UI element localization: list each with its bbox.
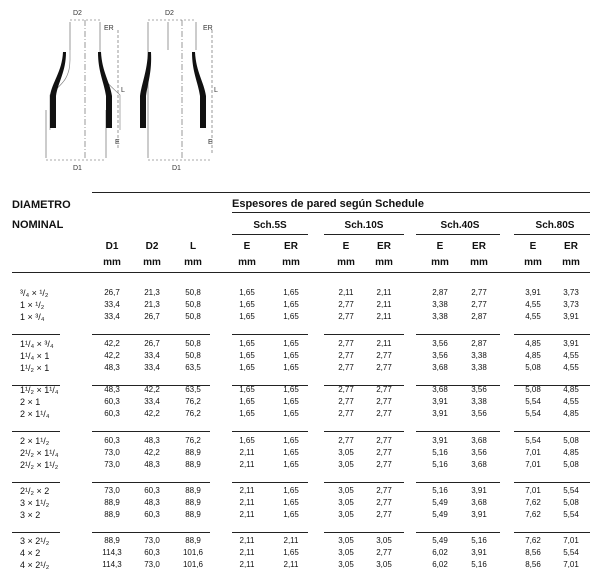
col-header-s80er: ER — [564, 241, 578, 252]
cell-sch40s-er: 2,87 — [471, 312, 487, 321]
cell-sch40s-er: 2,87 — [471, 339, 487, 348]
cell-d2: 73,0 — [144, 536, 160, 545]
row-nominal: ³/₄ × ¹/₂ — [20, 288, 49, 298]
label-er-right: ER — [203, 25, 213, 32]
cell-d1: 73,0 — [104, 486, 120, 495]
cell-sch40s-er: 5,16 — [471, 560, 487, 569]
cell-sch5s-e: 2,11 — [239, 536, 255, 545]
cell-d1: 33,4 — [104, 312, 120, 321]
group-divider — [324, 482, 404, 483]
col-unit-s80er: mm — [562, 257, 580, 268]
cell-sch5s-er: 1,65 — [283, 486, 299, 495]
cell-sch10s-er: 2,11 — [376, 288, 392, 297]
group-divider — [92, 334, 210, 335]
cell-d2: 42,2 — [144, 409, 160, 418]
cell-d1: 60,3 — [104, 397, 120, 406]
cell-sch80s-e: 8,56 — [525, 560, 541, 569]
col-header-s80e: E — [529, 241, 537, 252]
col-header-d1: D1 — [105, 241, 119, 252]
cell-sch5s-er: 2,11 — [283, 536, 299, 545]
cell-sch80s-er: 4,85 — [563, 409, 579, 418]
cell-l: 88,9 — [185, 448, 201, 457]
group-divider — [416, 334, 500, 335]
cell-sch10s-e: 2,77 — [338, 363, 354, 372]
cell-d1: 42,2 — [104, 339, 120, 348]
cell-sch5s-er: 1,65 — [283, 312, 299, 321]
cell-l: 88,9 — [185, 510, 201, 519]
group-divider — [324, 431, 404, 432]
cell-sch40s-e: 5,16 — [432, 448, 448, 457]
schedule-header-40s: Sch.40S — [440, 220, 480, 231]
row-nominal: 1¹/₄ × 1 — [20, 351, 50, 361]
cell-sch5s-er: 1,65 — [283, 397, 299, 406]
cell-sch10s-er: 2,77 — [376, 409, 392, 418]
group-divider — [324, 532, 404, 533]
cell-sch10s-e: 3,05 — [338, 460, 354, 469]
cell-sch80s-er: 3,73 — [563, 288, 579, 297]
cell-sch80s-e: 7,62 — [525, 498, 541, 507]
cell-sch80s-er: 5,08 — [563, 460, 579, 469]
col-header-s40e: E — [436, 241, 444, 252]
cell-sch10s-e: 3,05 — [338, 486, 354, 495]
cell-sch10s-er: 2,77 — [376, 486, 392, 495]
cell-sch5s-e: 1,65 — [239, 300, 255, 309]
cell-d2: 26,7 — [144, 312, 160, 321]
schedule-rule-80s — [514, 234, 590, 235]
cell-sch40s-e: 6,02 — [432, 560, 448, 569]
cell-sch10s-e: 2,77 — [338, 397, 354, 406]
cell-sch40s-e: 3,91 — [432, 409, 448, 418]
cell-d2: 33,4 — [144, 351, 160, 360]
cell-sch10s-er: 2,77 — [376, 498, 392, 507]
cell-sch10s-er: 2,77 — [376, 548, 392, 557]
cell-sch5s-e: 1,65 — [239, 339, 255, 348]
cell-d2: 21,3 — [144, 300, 160, 309]
cell-sch10s-er: 2,11 — [376, 300, 392, 309]
cell-sch40s-er: 3,38 — [471, 363, 487, 372]
cell-sch40s-e: 2,87 — [432, 288, 448, 297]
cell-sch80s-e: 5,54 — [525, 436, 541, 445]
cell-sch5s-e: 1,65 — [239, 312, 255, 321]
cell-d2: 33,4 — [144, 397, 160, 406]
group-divider — [92, 431, 210, 432]
group-divider — [12, 482, 60, 483]
col-header-d2: D2 — [145, 241, 159, 252]
row-nominal: 4 × 2¹/₂ — [20, 560, 50, 570]
cell-d2: 60,3 — [144, 510, 160, 519]
cell-d2: 42,2 — [144, 385, 160, 394]
group-divider — [514, 334, 590, 335]
cell-d1: 26,7 — [104, 288, 120, 297]
cell-sch80s-er: 5,54 — [563, 548, 579, 557]
cell-sch40s-e: 3,56 — [432, 351, 448, 360]
reducer-drawings — [0, 0, 600, 180]
cell-sch80s-er: 5,08 — [563, 436, 579, 445]
label-d2-left: D2 — [73, 10, 82, 17]
col-header-l: L — [189, 241, 197, 252]
label-d1-left: D1 — [73, 165, 82, 172]
group-divider — [416, 385, 500, 386]
cell-sch5s-er: 1,65 — [283, 448, 299, 457]
cell-d1: 88,9 — [104, 498, 120, 507]
group-divider — [12, 431, 60, 432]
schedule-title: Espesores de pared según Schedule — [232, 198, 424, 210]
cell-sch5s-er: 1,65 — [283, 409, 299, 418]
cell-sch10s-e: 2,11 — [338, 288, 354, 297]
schedule-rule-5s — [232, 234, 308, 235]
row-nominal: 4 × 2 — [20, 548, 41, 558]
cell-l: 50,8 — [185, 312, 201, 321]
cell-l: 76,2 — [185, 436, 201, 445]
row-nominal: 1¹/₂ × 1¹/₄ — [20, 385, 59, 395]
cell-sch40s-e: 5,49 — [432, 536, 448, 545]
cell-d1: 73,0 — [104, 448, 120, 457]
cell-sch40s-er: 3,68 — [471, 436, 487, 445]
cell-sch80s-e: 8,56 — [525, 548, 541, 557]
cell-d2: 48,3 — [144, 498, 160, 507]
cell-sch10s-e: 2,77 — [338, 436, 354, 445]
cell-l: 50,8 — [185, 288, 201, 297]
reducer-wall-left-1 — [50, 52, 66, 128]
cell-sch10s-er: 3,05 — [376, 560, 392, 569]
header-top-rule — [92, 192, 590, 193]
cell-sch80s-er: 4,85 — [563, 448, 579, 457]
cell-sch80s-e: 7,62 — [525, 536, 541, 545]
cell-sch80s-e: 7,62 — [525, 510, 541, 519]
cell-d1: 33,4 — [104, 300, 120, 309]
cell-sch40s-e: 5,49 — [432, 498, 448, 507]
col-unit-s10er: mm — [375, 257, 393, 268]
cell-sch5s-er: 1,65 — [283, 363, 299, 372]
cell-d1: 88,9 — [104, 536, 120, 545]
row-nominal: 1¹/₄ × ³/₄ — [20, 339, 54, 349]
cell-sch80s-e: 5,08 — [525, 363, 541, 372]
cell-sch5s-e: 1,65 — [239, 409, 255, 418]
cell-sch80s-e: 4,55 — [525, 312, 541, 321]
cell-l: 88,9 — [185, 498, 201, 507]
cell-sch40s-e: 6,02 — [432, 548, 448, 557]
cell-sch40s-e: 5,49 — [432, 510, 448, 519]
cell-sch5s-e: 1,65 — [239, 385, 255, 394]
cell-sch80s-er: 4,55 — [563, 397, 579, 406]
cell-sch5s-er: 2,11 — [283, 560, 299, 569]
cell-sch80s-e: 7,01 — [525, 448, 541, 457]
row-nominal: 3 × 2 — [20, 510, 41, 520]
cell-d1: 73,0 — [104, 460, 120, 469]
cell-sch10s-e: 2,77 — [338, 351, 354, 360]
col-header-s5e: E — [243, 241, 251, 252]
row-nominal: 2¹/₂ × 1¹/₄ — [20, 448, 59, 458]
cell-sch80s-e: 7,01 — [525, 460, 541, 469]
col-unit-s40er: mm — [470, 257, 488, 268]
cell-l: 88,9 — [185, 486, 201, 495]
cell-sch80s-e: 5,54 — [525, 397, 541, 406]
cell-d1: 48,3 — [104, 385, 120, 394]
cell-d1: 42,2 — [104, 351, 120, 360]
cell-l: 50,8 — [185, 300, 201, 309]
cell-sch80s-er: 3,73 — [563, 300, 579, 309]
cell-d2: 60,3 — [144, 548, 160, 557]
row-nominal: 2 × 1¹/₂ — [20, 436, 50, 446]
cell-sch40s-e: 3,68 — [432, 385, 448, 394]
cell-sch40s-e: 5,16 — [432, 486, 448, 495]
schedule-rule-10s — [324, 234, 404, 235]
row-nominal: 2¹/₂ × 1¹/₂ — [20, 460, 59, 470]
reducer-wall-right-2 — [192, 52, 206, 128]
group-divider — [416, 532, 500, 533]
cell-sch5s-e: 1,65 — [239, 351, 255, 360]
cell-sch80s-er: 5,54 — [563, 510, 579, 519]
cell-l: 101,6 — [182, 548, 204, 557]
cell-sch5s-er: 1,65 — [283, 510, 299, 519]
cell-sch10s-er: 3,05 — [376, 536, 392, 545]
cell-d1: 114,3 — [102, 560, 122, 569]
row-nominal: 1 × ³/₄ — [20, 312, 45, 322]
schedule-header-5s: Sch.5S — [253, 220, 287, 231]
cell-sch5s-er: 1,65 — [283, 548, 299, 557]
cell-d2: 21,3 — [144, 288, 160, 297]
row-nominal: 2 × 1 — [20, 397, 41, 407]
cell-sch10s-er: 2,77 — [376, 397, 392, 406]
nominal-label-2: NOMINAL — [12, 219, 64, 231]
cell-sch10s-e: 2,77 — [338, 339, 354, 348]
cell-sch10s-e: 2,77 — [338, 300, 354, 309]
label-er-left: ER — [104, 25, 114, 32]
group-divider — [416, 482, 500, 483]
cell-sch5s-e: 1,65 — [239, 397, 255, 406]
cell-sch5s-er: 1,65 — [283, 385, 299, 394]
group-divider — [416, 431, 500, 432]
label-l-right: L — [214, 87, 218, 94]
group-divider — [514, 532, 590, 533]
cell-sch5s-e: 2,11 — [239, 560, 255, 569]
cell-d2: 73,0 — [144, 560, 160, 569]
cell-d2: 42,2 — [144, 448, 160, 457]
cell-sch80s-e: 7,01 — [525, 486, 541, 495]
cell-sch40s-er: 3,68 — [471, 498, 487, 507]
cell-sch10s-er: 2,77 — [376, 351, 392, 360]
cell-d1: 114,3 — [102, 548, 122, 557]
cell-sch40s-er: 3,68 — [471, 460, 487, 469]
reducer-wall-left-2 — [98, 52, 112, 128]
col-unit-l: mm — [184, 257, 202, 268]
cell-sch5s-er: 1,65 — [283, 300, 299, 309]
cell-sch80s-e: 4,85 — [525, 339, 541, 348]
schedule-header-10s: Sch.10S — [344, 220, 384, 231]
cell-sch5s-e: 1,65 — [239, 288, 255, 297]
schedule-title-rule — [232, 212, 590, 213]
reducer-wall-right-1 — [140, 52, 151, 128]
cell-sch5s-e: 2,11 — [239, 460, 255, 469]
cell-d2: 48,3 — [144, 460, 160, 469]
label-d2-right: D2 — [165, 10, 174, 17]
col-unit-s5er: mm — [282, 257, 300, 268]
cell-sch10s-e: 3,05 — [338, 510, 354, 519]
cell-sch40s-er: 2,77 — [471, 288, 487, 297]
col-header-s40er: ER — [472, 241, 486, 252]
label-e-right: E — [208, 139, 213, 146]
group-divider — [232, 532, 308, 533]
cell-sch40s-er: 3,91 — [471, 548, 487, 557]
cell-sch80s-er: 7,01 — [563, 560, 579, 569]
cell-sch80s-er: 4,85 — [563, 385, 579, 394]
cell-d2: 48,3 — [144, 436, 160, 445]
cell-d2: 60,3 — [144, 486, 160, 495]
cell-sch5s-er: 1,65 — [283, 351, 299, 360]
cell-sch80s-e: 5,08 — [525, 385, 541, 394]
schedule-rule-40s — [416, 234, 500, 235]
cell-sch10s-er: 2,77 — [376, 448, 392, 457]
cell-sch40s-er: 2,77 — [471, 300, 487, 309]
cell-sch5s-e: 1,65 — [239, 363, 255, 372]
label-d1-right: D1 — [172, 165, 181, 172]
cell-sch5s-er: 1,65 — [283, 436, 299, 445]
group-divider — [12, 532, 60, 533]
cell-sch40s-e: 3,91 — [432, 436, 448, 445]
cell-sch80s-e: 5,54 — [525, 409, 541, 418]
cell-d2: 26,7 — [144, 339, 160, 348]
cell-sch10s-er: 2,11 — [376, 312, 392, 321]
row-nominal: 2 × 1¹/₄ — [20, 409, 50, 419]
row-nominal: 3 × 2¹/₂ — [20, 536, 50, 546]
row-nominal: 3 × 1¹/₂ — [20, 498, 50, 508]
col-unit-s10e: mm — [337, 257, 355, 268]
group-divider — [12, 334, 60, 335]
cell-sch5s-er: 1,65 — [283, 339, 299, 348]
cell-sch40s-er: 5,16 — [471, 536, 487, 545]
group-divider — [92, 482, 210, 483]
row-nominal: 1 × ¹/₂ — [20, 300, 45, 310]
cell-sch40s-e: 3,91 — [432, 397, 448, 406]
cell-sch40s-er: 3,38 — [471, 351, 487, 360]
cell-sch5s-e: 2,11 — [239, 486, 255, 495]
cell-sch5s-e: 1,65 — [239, 436, 255, 445]
col-header-s10e: E — [342, 241, 350, 252]
col-unit-s40e: mm — [431, 257, 449, 268]
cell-sch40s-e: 3,56 — [432, 339, 448, 348]
cell-sch5s-er: 1,65 — [283, 498, 299, 507]
nominal-label-1: DIAMETRO — [12, 199, 71, 211]
cell-d1: 60,3 — [104, 409, 120, 418]
cell-sch40s-er: 3,56 — [471, 385, 487, 394]
cell-l: 76,2 — [185, 397, 201, 406]
header-bottom-rule — [12, 272, 590, 273]
cell-d1: 88,9 — [104, 510, 120, 519]
col-unit-d2: mm — [143, 257, 161, 268]
cell-l: 63,5 — [185, 385, 201, 394]
cell-sch5s-er: 1,65 — [283, 288, 299, 297]
cell-sch80s-er: 3,91 — [563, 312, 579, 321]
schedule-header-80s: Sch.80S — [535, 220, 575, 231]
cell-sch10s-er: 2,77 — [376, 510, 392, 519]
cell-l: 88,9 — [185, 536, 201, 545]
cell-sch10s-e: 3,05 — [338, 448, 354, 457]
cell-sch40s-er: 3,91 — [471, 486, 487, 495]
col-unit-s80e: mm — [524, 257, 542, 268]
cell-sch80s-e: 4,85 — [525, 351, 541, 360]
cell-sch10s-e: 3,05 — [338, 536, 354, 545]
cell-sch80s-e: 3,91 — [525, 288, 541, 297]
cell-l: 50,8 — [185, 339, 201, 348]
cell-sch80s-er: 4,55 — [563, 351, 579, 360]
cell-sch80s-er: 5,08 — [563, 498, 579, 507]
cell-sch5s-e: 2,11 — [239, 510, 255, 519]
cell-sch10s-er: 2,77 — [376, 436, 392, 445]
cell-sch40s-e: 5,16 — [432, 460, 448, 469]
cell-sch5s-e: 2,11 — [239, 548, 255, 557]
cell-sch40s-er: 3,91 — [471, 510, 487, 519]
cell-sch10s-e: 2,77 — [338, 312, 354, 321]
cell-sch10s-e: 2,77 — [338, 409, 354, 418]
col-unit-s5e: mm — [238, 257, 256, 268]
col-header-s10er: ER — [377, 241, 391, 252]
cell-d2: 33,4 — [144, 363, 160, 372]
cell-sch5s-e: 2,11 — [239, 498, 255, 507]
cell-sch40s-e: 3,38 — [432, 312, 448, 321]
cell-sch40s-er: 3,38 — [471, 397, 487, 406]
group-divider — [232, 431, 308, 432]
label-l-left: L — [121, 87, 125, 94]
cell-d1: 48,3 — [104, 363, 120, 372]
row-nominal: 2¹/₂ × 2 — [20, 486, 50, 496]
group-divider — [514, 482, 590, 483]
group-divider — [92, 532, 210, 533]
group-divider — [232, 334, 308, 335]
cell-sch10s-e: 2,77 — [338, 385, 354, 394]
cell-l: 76,2 — [185, 409, 201, 418]
cell-sch80s-er: 5,54 — [563, 486, 579, 495]
label-e-left: E — [115, 139, 120, 146]
cell-sch40s-e: 3,38 — [432, 300, 448, 309]
cell-sch10s-e: 3,05 — [338, 548, 354, 557]
cell-sch10s-er: 2,77 — [376, 363, 392, 372]
cell-l: 63,5 — [185, 363, 201, 372]
cell-sch10s-er: 2,11 — [376, 339, 392, 348]
cell-sch80s-er: 7,01 — [563, 536, 579, 545]
cell-sch80s-er: 4,55 — [563, 363, 579, 372]
cell-l: 101,6 — [182, 560, 204, 569]
cell-l: 88,9 — [185, 460, 201, 469]
cell-sch80s-er: 3,91 — [563, 339, 579, 348]
col-header-s5er: ER — [284, 241, 298, 252]
cell-sch10s-e: 3,05 — [338, 498, 354, 507]
col-unit-d1: mm — [103, 257, 121, 268]
cell-sch40s-er: 3,56 — [471, 448, 487, 457]
cell-sch40s-er: 3,56 — [471, 409, 487, 418]
cell-sch80s-e: 4,55 — [525, 300, 541, 309]
cell-l: 50,8 — [185, 351, 201, 360]
group-divider — [324, 334, 404, 335]
group-divider — [514, 431, 590, 432]
cell-sch10s-e: 3,05 — [338, 560, 354, 569]
cell-sch10s-er: 2,77 — [376, 385, 392, 394]
cell-d1: 60,3 — [104, 436, 120, 445]
cell-sch40s-e: 3,68 — [432, 363, 448, 372]
group-divider — [232, 482, 308, 483]
cell-sch5s-e: 2,11 — [239, 448, 255, 457]
row-nominal: 1¹/₂ × 1 — [20, 363, 50, 373]
cell-sch5s-er: 1,65 — [283, 460, 299, 469]
cell-sch10s-er: 2,77 — [376, 460, 392, 469]
